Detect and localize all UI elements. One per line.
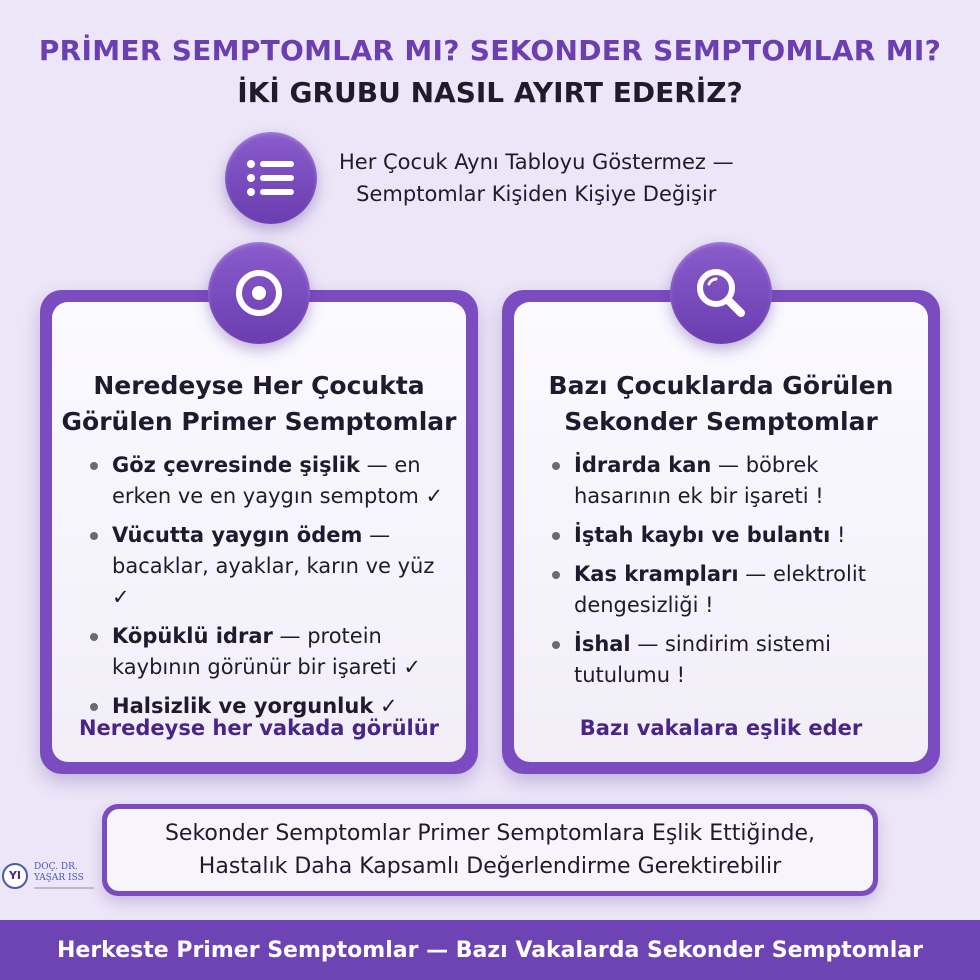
logo-line-2: YAŞAR ISS bbox=[34, 873, 84, 883]
symptom-detail: ✓ bbox=[373, 694, 398, 718]
symptom-detail: — böbrek hasarının ek bir işareti ! bbox=[574, 453, 824, 508]
symptom-detail: — elektrolit dengesizliği ! bbox=[574, 562, 866, 617]
bottom-banner: Herkeste Primer Semptomlar — Bazı Vakalarda Sekonder Semptomlar bbox=[0, 920, 980, 980]
list-icon bbox=[225, 132, 317, 224]
logo-line-1: DOÇ. DR. bbox=[34, 862, 78, 872]
list-item bbox=[90, 450, 454, 512]
symptom-name: İdrarda kan bbox=[574, 453, 712, 477]
list-item bbox=[90, 621, 454, 683]
symptom-detail: — bacaklar, ayaklar, karın ve yüz ✓ bbox=[112, 523, 435, 609]
symptom-detail: ! bbox=[830, 523, 846, 547]
magnifier-icon bbox=[670, 242, 772, 344]
primary-card-heading bbox=[52, 368, 466, 440]
secondary-symptoms-card bbox=[502, 290, 940, 774]
symptom-name: Halsizlik ve yorgunluk bbox=[112, 694, 374, 718]
symptom-name: İshal bbox=[574, 632, 631, 656]
secondary-card-body bbox=[514, 302, 928, 762]
list-item bbox=[552, 520, 916, 551]
symptom-name: Vücutta yaygın ödem bbox=[112, 523, 363, 547]
primary-heading-line-2: Görülen Primer Semptomlar bbox=[61, 407, 457, 436]
symptom-detail: — protein kaybının görünür bir işareti ✓ bbox=[112, 624, 421, 679]
logo-underline bbox=[34, 887, 94, 889]
intro-line-2: Semptomlar Kişiden Kişiye Değişir bbox=[356, 182, 717, 206]
primary-card-body bbox=[52, 302, 466, 762]
logo bbox=[2, 862, 94, 889]
target-icon bbox=[208, 242, 310, 344]
note-text bbox=[107, 809, 873, 891]
title-line-1: PRİMER SEMPTOMLAR MI? SEKONDER SEMPTOMLAR MI? bbox=[38, 34, 942, 67]
list-item bbox=[552, 629, 916, 691]
symptom-name: İştah kaybı ve bulantı bbox=[574, 523, 831, 547]
note-line-1: Sekonder Semptomlar Primer Semptomlara Eşlik Ettiğinde, bbox=[164, 821, 816, 846]
secondary-symptom-list bbox=[552, 450, 916, 699]
symptom-name: Köpüklü idrar bbox=[112, 624, 273, 648]
primary-heading-line-1: Neredeyse Her Çocukta bbox=[93, 371, 425, 400]
secondary-heading-line-1: Bazı Çocuklarda Görülen bbox=[548, 371, 894, 400]
list-item bbox=[552, 450, 916, 512]
intro-row bbox=[225, 132, 734, 224]
secondary-card-heading bbox=[514, 368, 928, 440]
primary-symptom-list bbox=[90, 450, 454, 730]
title-line-2: İKİ GRUBU NASIL AYIRT EDERİZ? bbox=[237, 76, 743, 109]
symptom-detail: — sindirim sistemi tutulumu ! bbox=[574, 632, 832, 687]
note-box bbox=[102, 804, 878, 896]
logo-mark: YI bbox=[2, 863, 28, 889]
intro-line-1: Her Çocuk Aynı Tabloyu Göstermez — bbox=[339, 150, 734, 174]
symptom-detail: — en erken ve en yaygın semptom ✓ bbox=[112, 453, 444, 508]
page-title bbox=[0, 30, 980, 114]
primary-card-footer: Neredeyse her vakada görülür bbox=[78, 716, 440, 740]
list-item bbox=[552, 559, 916, 621]
secondary-card-footer: Bazı vakalara eşlik eder bbox=[579, 716, 863, 740]
intro-text bbox=[339, 146, 734, 210]
secondary-heading-line-2: Sekonder Semptomlar bbox=[564, 407, 878, 436]
list-item bbox=[90, 520, 454, 613]
symptom-name: Kas krampları bbox=[574, 562, 739, 586]
symptom-name: Göz çevresinde şişlik bbox=[112, 453, 360, 477]
logo-text bbox=[34, 862, 94, 889]
note-line-2: Hastalık Daha Kapsamlı Değerlendirme Gerektirebilir bbox=[198, 854, 782, 879]
primary-symptoms-card bbox=[40, 290, 478, 774]
